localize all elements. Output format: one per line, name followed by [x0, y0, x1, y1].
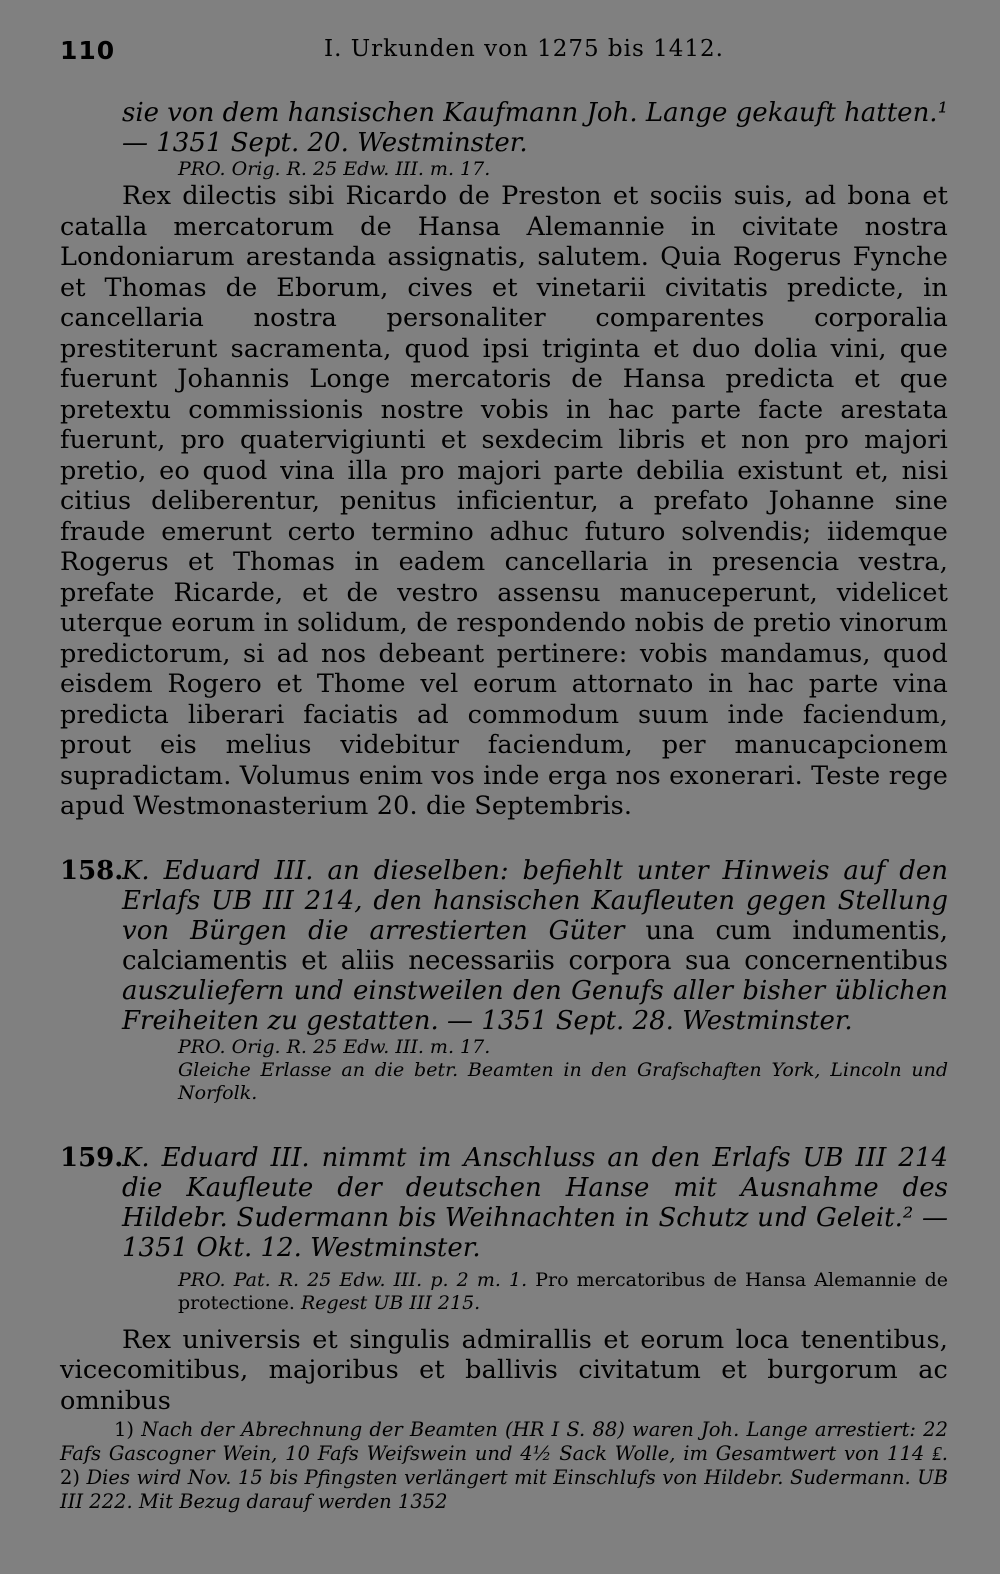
entry-notes: [60, 1269, 948, 1315]
entry-158: [60, 856, 948, 1105]
entry-159: [60, 1143, 948, 1417]
page-header: [60, 30, 948, 74]
entry-text: [60, 1325, 948, 1417]
footnote-block: [60, 1418, 948, 1514]
document-paragraph: Rex universis et singulis admirallis et eorum loca tenentibus, vicecomitibus, majoribus et ballivis civitatum et burgorum ac omnibus: [60, 1324, 948, 1416]
page-number: 110: [60, 36, 116, 65]
page: [60, 30, 948, 1416]
footnote-2-marker: 2): [60, 1466, 81, 1489]
previous-entry-summary: sie von dem hansischen Kaufmann Joh. Lange gekauft hatten.¹ — 1351 Sept. 20. Westminster.: [122, 98, 948, 158]
entry-summary-end: auszuliefern und einstweilen den Genufs aller bisher üblichen Freiheiten zu gestatten. — 1351 Sept. 28. Westminster.: [122, 975, 948, 1036]
entry-heading: [60, 1143, 948, 1263]
footnote-1: Nach der Abrechnung der Beamten (HR I S. 88) waren Joh. Lange arrestiert: 22 Fafs Gascogner Wein, 10 Fafs Weifswein und 4½ Sack Wolle, im Gesamtwert von 114 ₤.: [60, 1418, 948, 1465]
running-title: I. Urkunden von 1275 bis 1412.: [324, 36, 724, 62]
entry-notes: [60, 1036, 948, 1105]
document-paragraph: Rex dilectis sibi Ricardo de Preston et sociis suis, ad bona et catalla mercatorum de Hansa Alemannie in civitate nostra Londoniarum arestanda assignatis, salutem. Quia Rogerus Fynche et Thomas de Eborum, cives et vinetarii civitatis predicte, in cancellaria nostra personaliter comparentes corporalia prestiterunt sacramenta, quod ipsi triginta et duo dolia vini, que fuerunt Johannis Longe mercatoris de Hansa predicta et que pretextu commissionis nostre vobis in hac parte facte arestata fuerunt, pro quatervigiunti et sexdecim libris et non pro majori pretio, eo quod vina illa pro majori parte debilia existunt et, nisi citius deliberentur, penitus inficientur, a prefato Johanne sine fraude emerunt certo termino adhuc futuro solvendis; iidemque Rogerus et Thomas in eadem cancellaria in presencia vestra, prefate Ricarde, et de vestro assensu manuceperunt, videlicet uterque eorum in solidum, de respondendo nobis de pretio vinorum predictorum, si ad nos debeant pertinere: vobis mandamus, quod eisdem Rogero et Thome vel eorum attornato in hac parte vina predicta liberari faciatis ad commodum suum inde faciendum, prout eis melius videbitur faciendum, per manucapcionem supradictam. Volumus enim vos inde erga nos exonerari. Teste rege apud Westmonasterium 20. die Septembris.: [60, 181, 948, 821]
entry-summary: K. Eduard III. an dieselben: befiehlt unter Hinweis auf den Erlafs UB III 214, den hansischen Kaufleuten gegen Stellung von Bürgen die arrestierten Güter: [122, 855, 948, 946]
entry-note: Gleiche Erlasse an die betr. Beamten in den Grafschaften York, Lincoln und Norfolk.: [178, 1058, 948, 1104]
entry-regest: Regest UB III 215.: [300, 1291, 481, 1314]
entry-summary-latin: una cum indumentis, calciamentis et aliis necessariis corpora sua concernentibus: [122, 915, 949, 976]
entry-source-title: Pro mercatoribus de Hansa Alemannie de protectione.: [178, 1268, 948, 1314]
entry-number: 158.: [60, 855, 124, 886]
entry-source: PRO. Orig. R. 25 Edw. III. m. 17.: [178, 1035, 491, 1058]
footnote-1-marker: 1): [114, 1418, 135, 1441]
entry-source: PRO. Pat. R. 25 Edw. III. p. 2 m. 1.: [178, 1268, 528, 1291]
footnote-2: Dies wird Nov. 15 bis Pfingsten verlängert mit Einschlufs von Hildebr. Sudermann. UB III 222. Mit Bezug darauf werden 1352: [60, 1466, 948, 1513]
footnotes: [60, 1418, 948, 1514]
previous-entry-source: PRO. Orig. R. 25 Edw. III. m. 17.: [178, 158, 491, 180]
previous-entry-text: [60, 181, 948, 822]
entry-summary: K. Eduard III. nimmt im Anschluss an den Erlafs UB III 214 die Kaufleute der deutschen Hanse mit Ausnahme des Hildebr. Sudermann bis Weihnachten in Schutz und Geleit.² — 1351 Okt. 12. Westminster.: [122, 1142, 948, 1263]
entry-heading: [60, 856, 948, 1036]
entry-number: 159.: [60, 1142, 124, 1173]
entry-source-block: [178, 1269, 948, 1315]
